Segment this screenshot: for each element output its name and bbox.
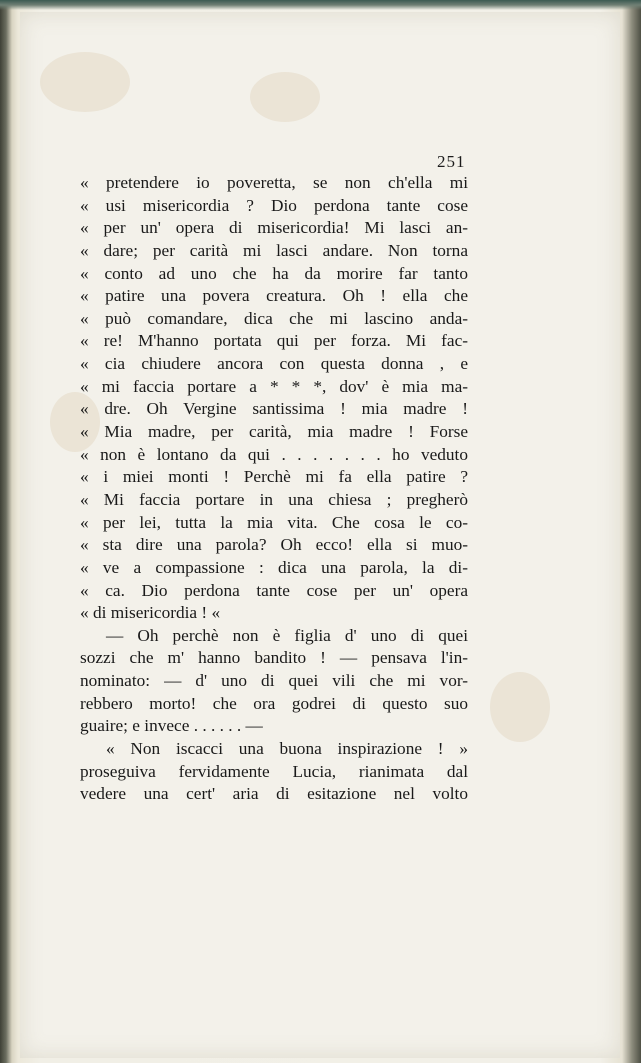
- foxing-stain: [490, 672, 550, 742]
- text-line: proseguiva fervidamente Lucia, rianimata dal: [80, 761, 468, 781]
- text-line: rebbero morto! che ora godrei di questo suo: [80, 693, 468, 713]
- text-line: « può comandare, dica che mi lascino anda-: [80, 308, 468, 328]
- text-line: « per un' opera di misericordia! Mi lasci an-: [80, 218, 468, 238]
- text-line: « non è lontano da qui . . . . . . . ho veduto: [80, 444, 468, 464]
- text-line: « dre. Oh Vergine santissima ! mia madre !: [80, 399, 468, 419]
- text-line: « di misericordia ! «: [80, 603, 221, 623]
- text-line: « Mia madre, per carità, mia madre ! Forse: [80, 422, 468, 442]
- body-text: [80, 172, 468, 806]
- text-line: « cia chiudere ancora con questa donna , e: [80, 354, 468, 374]
- text-line: « i miei monti ! Perchè mi fa ella patire ?: [80, 467, 468, 487]
- text-line: « usi misericordia ? Dio perdona tante cose: [80, 195, 468, 215]
- text-line: sozzi che m' hanno bandito ! — pensava l'in-: [80, 648, 468, 668]
- top-edge-shadow: [0, 0, 641, 10]
- text-line: « sta dire una parola? Oh ecco! ella si muo-: [80, 535, 468, 555]
- text-line: « Mi faccia portare in una chiesa ; pregherò: [80, 489, 468, 509]
- text-line: « conto ad uno che ha da morire far tanto: [80, 263, 468, 283]
- text-line: « per lei, tutta la mia vita. Che cosa le co-: [80, 512, 468, 532]
- text-line: « Non iscacci una buona inspirazione ! »: [106, 739, 468, 759]
- foxing-stain: [250, 72, 320, 122]
- text-line: vedere una cert' aria di esitazione nel volto: [80, 784, 468, 804]
- text-line: « pretendere io poveretta, se non ch'ella mi: [80, 173, 468, 192]
- text-line: « ve a compassione : dica una parola, la di-: [80, 557, 468, 577]
- page-number: 251: [437, 152, 466, 171]
- text-line: « ca. Dio perdona tante cose per un' opera: [80, 580, 468, 600]
- text-line: « dare; per carità mi lasci andare. Non torna: [80, 240, 468, 260]
- foxing-stain: [40, 52, 130, 112]
- text-line: guaire; e invece . . . . . . —: [80, 716, 263, 736]
- text-line: « re! M'hanno portata qui per forza. Mi fac-: [80, 331, 468, 351]
- text-line: — Oh perchè non è figlia d' uno di quei: [106, 625, 468, 645]
- text-line: « mi faccia portare a * * *, dov' è mia ma-: [80, 376, 468, 396]
- text-line: nominato: — d' uno di quei vili che mi vor-: [80, 671, 468, 691]
- text-line: « patire una povera creatura. Oh ! ella che: [80, 286, 468, 306]
